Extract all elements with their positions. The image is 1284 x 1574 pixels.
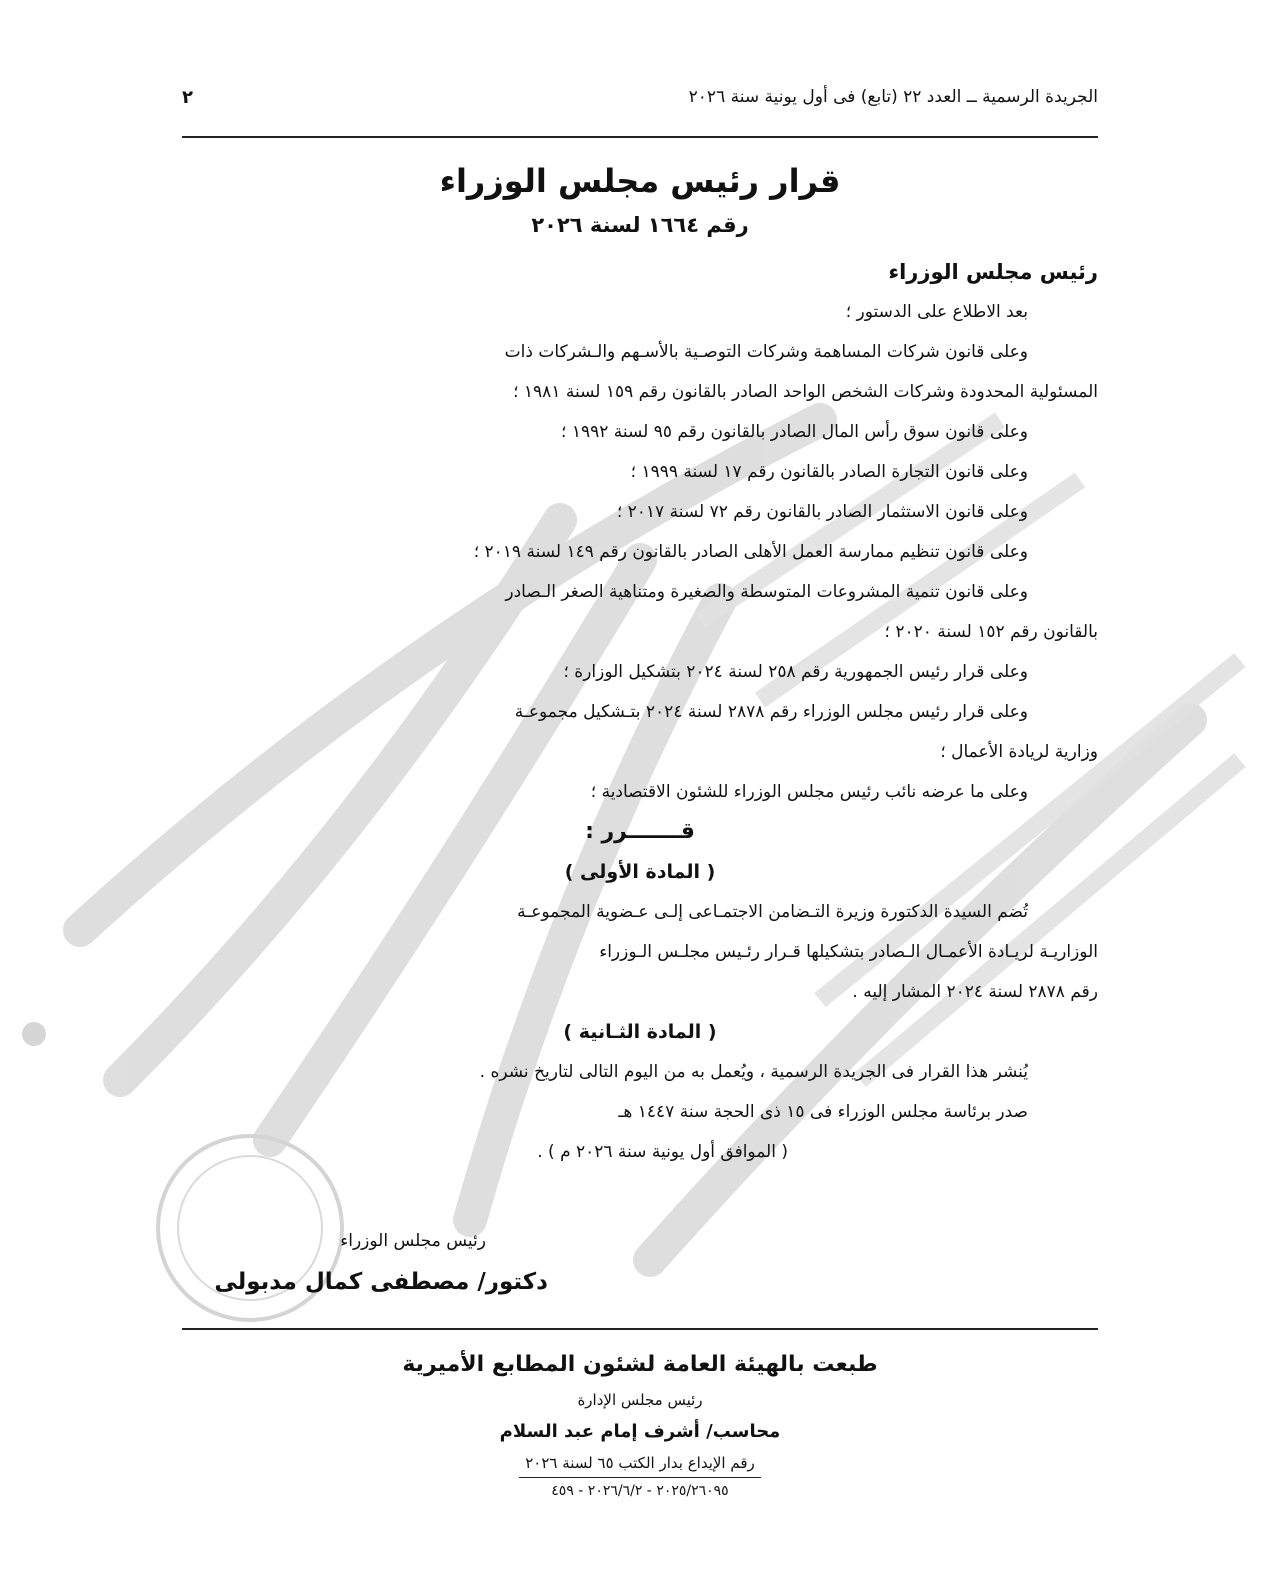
article-2-title: ( المادة الثـانية ) bbox=[563, 1021, 717, 1043]
preamble-line: المسئولية المحدودة وشركات الشخص الواحد الصادر بالقانون رقم ١٥٩ لسنة ١٩٨١ ؛ bbox=[513, 382, 1098, 402]
preamble-line: وعلى قرار رئيس مجلس الوزراء رقم ٢٨٧٨ لسنة ٢٠٢٤ بتـشكيل مجموعـة bbox=[514, 702, 1028, 722]
signatory-name: دكتور/ مصطفى كمال مدبولى bbox=[214, 1269, 548, 1295]
speaker: رئيس مجلس الوزراء bbox=[888, 260, 1098, 284]
signatory-role: رئيس مجلس الوزراء bbox=[340, 1231, 486, 1251]
preamble-line: وزارية لريادة الأعمال ؛ bbox=[940, 742, 1098, 762]
preamble-line: بعد الاطلاع على الدستور ؛ bbox=[845, 302, 1028, 322]
preamble-line: وعلى قانون تنظيم ممارسة العمل الأهلى الصادر بالقانون رقم ١٤٩ لسنة ٢٠١٩ ؛ bbox=[473, 542, 1028, 562]
preamble-line: وعلى ما عرضه نائب رئيس مجلس الوزراء للشئون الاقتصادية ؛ bbox=[590, 782, 1028, 802]
preamble-line: وعلى قانون شركات المساهمة وشركات التوصـية بالأسـهم والـشركات ذات bbox=[504, 342, 1028, 362]
page-number: ٢ bbox=[182, 86, 193, 108]
deposit-number: رقم الإيداع بدار الكتب ٦٥ لسنة ٢٠٢٦ bbox=[519, 1449, 761, 1478]
header-rule bbox=[182, 136, 1098, 138]
footer-rule bbox=[182, 1328, 1098, 1330]
printer-name: طبعت بالهيئة العامة لشئون المطابع الأميرية bbox=[402, 1352, 878, 1377]
serial-number: ٢٠٢٥/٢٦٠٩٥ - ٢٠٢٦/٦/٢ - ٤٥٩ bbox=[551, 1483, 729, 1499]
decides-heading: قـــــــرر : bbox=[585, 819, 695, 844]
issued-line: صدر برئاسة مجلس الوزراء فى ١٥ ذى الحجة سنة ١٤٤٧ هـ bbox=[618, 1102, 1028, 1122]
article-1-line: رقم ٢٨٧٨ لسنة ٢٠٢٤ المشار إليه . bbox=[852, 982, 1098, 1002]
chair-name: محاسب/ أشرف إمام عبد السلام bbox=[499, 1421, 781, 1442]
article-1-title: ( المادة الأولى ) bbox=[564, 861, 716, 883]
article-2-line: يُنشر هذا القرار فى الجريدة الرسمية ، ويُعمل به من اليوم التالى لتاريخ نشره . bbox=[479, 1062, 1028, 1082]
imprint bbox=[182, 1345, 1098, 1504]
decree-body bbox=[182, 252, 1098, 1172]
decree-number: رقم ١٦٦٤ لسنة ٢٠٢٦ bbox=[531, 213, 749, 237]
signature-block bbox=[182, 1225, 1098, 1315]
preamble-line: وعلى قانون التجارة الصادر بالقانون رقم ١٧ لسنة ١٩٩٩ ؛ bbox=[630, 462, 1028, 482]
running-header bbox=[182, 82, 1098, 112]
article-1-line: تُضم السيدة الدكتورة وزيرة التـضامن الاجتمـاعى إلـى عـضوية المجموعـة bbox=[517, 902, 1028, 922]
preamble-line: وعلى قانون تنمية المشروعات المتوسطة والصغيرة ومتناهية الصغر الـصادر bbox=[505, 582, 1028, 602]
article-1-line: الوزاريـة لريـادة الأعمـال الـصادر بتشكيلها قـرار رئـيس مجلـس الـوزراء bbox=[599, 942, 1098, 962]
preamble-line: وعلى قرار رئيس الجمهورية رقم ٢٥٨ لسنة ٢٠٢٤ بتشكيل الوزارة ؛ bbox=[563, 662, 1028, 682]
preamble-line: بالقانون رقم ١٥٢ لسنة ٢٠٢٠ ؛ bbox=[884, 622, 1098, 642]
board-title: رئيس مجلس الإدارة bbox=[577, 1391, 703, 1409]
decree-title: قرار رئيس مجلس الوزراء bbox=[439, 162, 841, 200]
preamble-line: وعلى قانون سوق رأس المال الصادر بالقانون رقم ٩٥ لسنة ١٩٩٢ ؛ bbox=[561, 422, 1028, 442]
corresponding-date: ( الموافق أول يونية سنة ٢٠٢٦ م ) . bbox=[537, 1142, 788, 1162]
gazette-title: الجريدة الرسمية ــ العدد ٢٢ (تابع) فى أول يونية سنة ٢٠٢٦ bbox=[688, 87, 1098, 107]
preamble-line: وعلى قانون الاستثمار الصادر بالقانون رقم ٧٢ لسنة ٢٠١٧ ؛ bbox=[616, 502, 1028, 522]
